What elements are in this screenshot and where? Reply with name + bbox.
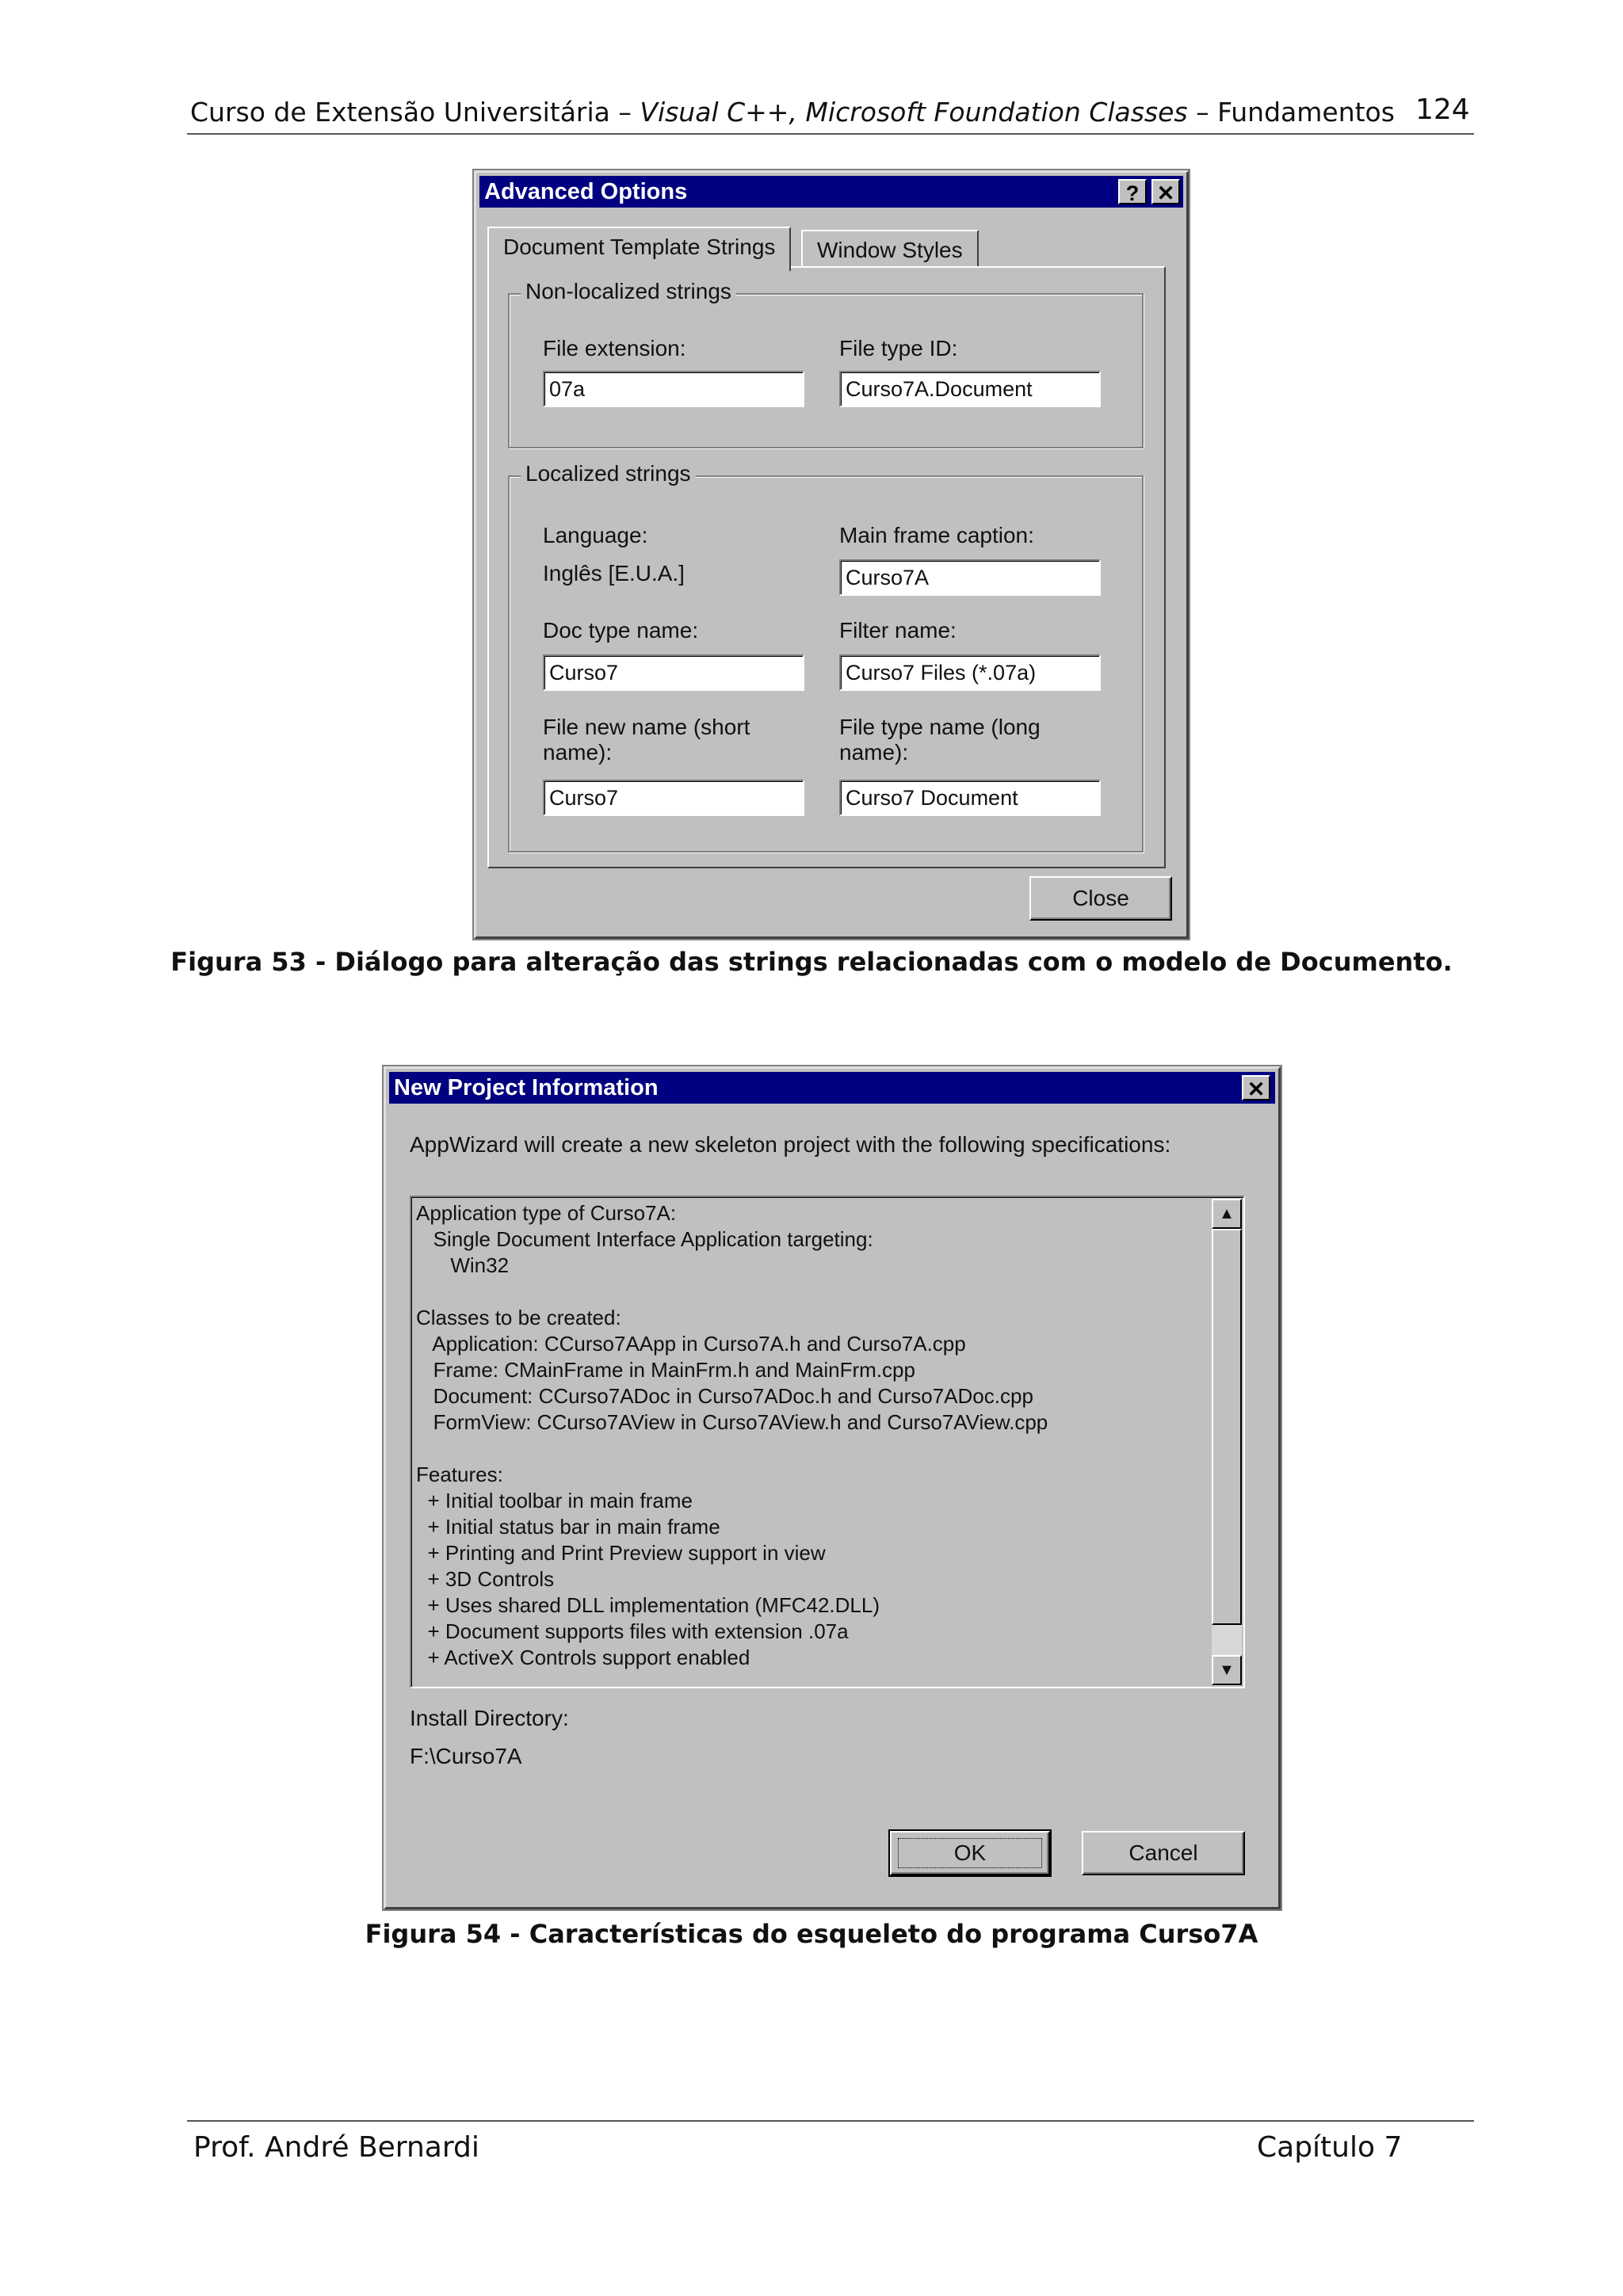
ok-button-label: OK: [953, 1840, 987, 1865]
header-prefix: Curso de Extensão Universitária –: [190, 97, 640, 128]
list-item: Win32: [416, 1253, 510, 1277]
vertical-scrollbar[interactable]: [1212, 1199, 1242, 1685]
figure-54-caption: Figura 54 - Características do esqueleto do programa Curso7A: [365, 1919, 1258, 1949]
intro-text: AppWizard will create a new skeleton project with the following specifications:: [410, 1132, 1171, 1157]
close-icon[interactable]: ✕: [1151, 179, 1180, 204]
file-type-name-label-line1: File type name (long: [839, 715, 1041, 739]
close-icon[interactable]: ✕: [1242, 1075, 1270, 1100]
titlebar: [389, 1072, 1275, 1104]
file-extension-label: File extension:: [543, 336, 686, 360]
file-type-name-field[interactable]: Curso7 Document: [839, 780, 1101, 816]
list-item: Application type of Curso7A:: [416, 1201, 677, 1225]
new-project-information-dialog: [384, 1066, 1281, 1909]
list-item: Document: CCurso7ADoc in Curso7ADoc.h and Curso7ADoc.cpp: [416, 1384, 1033, 1408]
language-value: Inglês [E.U.A.]: [543, 561, 685, 585]
tab-document-template-strings[interactable]: Document Template Strings: [487, 227, 791, 271]
list-item: FormView: CCurso7AView in Curso7AView.h and Curso7AView.cpp: [416, 1410, 1048, 1434]
page-header: [190, 97, 1395, 128]
list-item: + Initial toolbar in main frame: [416, 1489, 693, 1512]
scroll-up-icon[interactable]: ▲: [1212, 1199, 1242, 1229]
group-legend: Non-localized strings: [521, 279, 736, 304]
footer-rule: [187, 2120, 1474, 2122]
non-localized-group: [508, 279, 1144, 448]
file-type-name-label-line2: name):: [839, 740, 909, 765]
footer-chapter: Capítulo 7: [1257, 2131, 1403, 2164]
tab-page: [487, 266, 1166, 868]
page-number: 124: [1415, 93, 1470, 126]
figure-53-caption: Figura 53 - Diálogo para alteração das strings relacionadas com o modelo de Documento.: [170, 947, 1453, 977]
group-legend: Localized strings: [521, 461, 696, 486]
list-item: Application: CCurso7AApp in Curso7A.h and Curso7A.cpp: [416, 1332, 966, 1356]
header-italic-title: Visual C++, Microsoft Foundation Classes: [640, 97, 1188, 128]
filter-name-field[interactable]: Curso7 Files (*.07a): [839, 654, 1101, 691]
dialog-title: New Project Information: [394, 1075, 659, 1100]
dialog-title: Advanced Options: [484, 179, 688, 204]
install-directory-value: F:\Curso7A: [410, 1744, 522, 1768]
list-item: + Printing and Print Preview support in view: [416, 1541, 826, 1565]
file-new-name-label-line1: File new name (short: [543, 715, 750, 739]
file-type-id-field[interactable]: Curso7A.Document: [839, 371, 1101, 407]
list-item: Frame: CMainFrame in MainFrm.h and MainFrm.cpp: [416, 1358, 915, 1382]
footer-author: Prof. André Bernardi: [193, 2131, 479, 2164]
scroll-thumb[interactable]: [1212, 1229, 1242, 1625]
titlebar: [479, 176, 1183, 208]
install-directory-label: Install Directory:: [410, 1706, 569, 1730]
list-item: + Initial status bar in main frame: [416, 1515, 720, 1539]
localized-group: [508, 461, 1144, 852]
doc-type-name-label: Doc type name:: [543, 618, 699, 643]
ok-button[interactable]: [890, 1831, 1050, 1875]
specifications-listbox[interactable]: [410, 1196, 1245, 1688]
file-extension-field[interactable]: 07a: [543, 371, 804, 407]
scroll-down-icon[interactable]: ▼: [1212, 1655, 1242, 1685]
list-item: Features:: [416, 1463, 503, 1486]
filter-name-label: Filter name:: [839, 618, 957, 643]
list-item: Single Document Interface Application targeting:: [416, 1227, 873, 1251]
language-label: Language:: [543, 523, 648, 547]
list-item: + ActiveX Controls support enabled: [416, 1646, 750, 1669]
tab-window-styles[interactable]: Window Styles: [801, 230, 979, 268]
cancel-button[interactable]: Cancel: [1082, 1831, 1245, 1875]
file-new-name-label-line2: name):: [543, 740, 613, 765]
close-button[interactable]: Close: [1029, 876, 1172, 921]
list-item: Classes to be created:: [416, 1306, 621, 1329]
focus-rectangle: [898, 1838, 1042, 1868]
main-frame-caption-label: Main frame caption:: [839, 523, 1034, 547]
doc-type-name-field[interactable]: Curso7: [543, 654, 804, 691]
file-new-name-field[interactable]: Curso7: [543, 780, 804, 816]
header-suffix: – Fundamentos: [1187, 97, 1395, 128]
help-button[interactable]: ?: [1118, 179, 1147, 204]
list-item: + Uses shared DLL implementation (MFC42.DLL): [416, 1593, 880, 1617]
advanced-options-dialog: [474, 170, 1189, 939]
file-type-id-label: File type ID:: [839, 336, 958, 360]
main-frame-caption-field[interactable]: Curso7A: [839, 559, 1101, 596]
header-rule: [187, 133, 1474, 135]
list-item: + Document supports files with extension .07a: [416, 1619, 849, 1643]
list-item: + 3D Controls: [416, 1567, 555, 1591]
